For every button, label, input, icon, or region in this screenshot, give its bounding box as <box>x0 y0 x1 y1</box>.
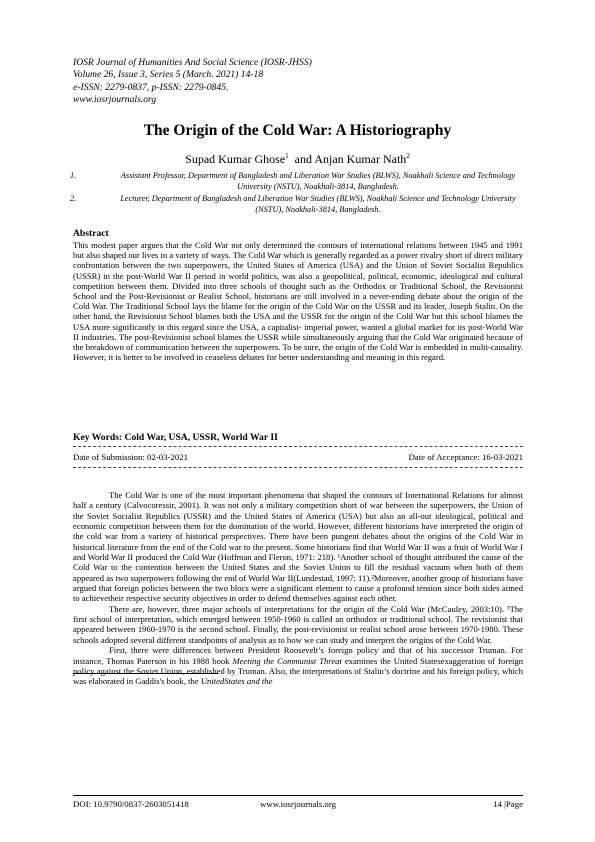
body-paragraph-3 <box>73 645 523 686</box>
body-paragraph-2: There are, however, three major schools of interpretations for the origin of the Cold War (McCauley, 2003:10). ³The first school of interpretation, which emerged between 1950-1960 is called an orthodox or traditional school. The revisionist that appeared between 1960-1970 is the second school. Finally, the post-revisionist or realist school arose between 1970-1980. These schools adopted several different standpoints of analysis as to how we can study and interpret the origins of the Cold War. <box>73 603 523 645</box>
keywords: Key Words: Cold War, USA, USSR, World War II <box>73 432 278 443</box>
acceptance-date: Date of Acceptance: 16-03-2021 <box>408 452 523 462</box>
page-footer <box>73 799 523 809</box>
affiliation-1-number: 1. <box>70 171 77 180</box>
book-title-1: Meeting the Communist Threat <box>232 655 342 666</box>
divider-top <box>73 446 523 447</box>
journal-name: IOSR Journal of Humanities And Social Science (IOSR-JHSS) <box>73 57 312 68</box>
author-1: Supad Kumar Ghose <box>185 152 286 166</box>
abstract-heading: Abstract <box>73 228 109 239</box>
abstract-text: This modest paper argues that the Cold War not only determined the contours of international relations between 1945 and 1991 but also shaped our lives in a variety of ways. The Cold War which is generally regarded as a power rivalry short of direct military confrontation between the two superpowers, the United States of America (USA) and the Union of Soviet Socialist Republics (USSR) in the post-World War II period in world politics, was also a geopolitical, political, economic, ideological and cultural competition between them. Divided into three schools of thought such as the Orthodox or Traditional School, the Revisionist School and the Post-Revisionist or Realist School, historians are still involved in a never-ending debate about the origin of the Cold War. The Traditional School lays the blame for the origin of the Cold War on the USSR and its leader, Joseph Stalin. On the other hand, the Revisionist School blames both the USA and the USSR for the origin of the Cold War but this school blames the USA more significantly in this regard since the USA, a capitalist- imperial power, wanted a global market for its post-World War II industries. The post-Revisionist school blames the USSR while simultaneously arguing that the Cold War originated because of the breakdown of communication between the superpowers. To be sure, the origin of the Cold War is embedded in multi-causality. However, it is better to be involved in ceaseless debates for better understanding and meaning in this regard. <box>73 240 523 363</box>
affiliation-1-text: Assistant Professor, Department of Bangladesh and Liberation War Studies (BLWS), Noakhali Science and Technology University (NSTU), Noakhali-3814, Bangladesh. <box>120 171 516 191</box>
author-2: Anjan Kumar Nath <box>314 152 407 166</box>
body-paragraph-1: The Cold War is one of the most important phenomena that shaped the contours of International Relations for almost half a century (Calvocoressir, 2001). It was not only a military competition short of war between the superpowers, the Union of the Soviet Socialist Republics (USSR) and the United States of America (USA) but also an all-out ideological, political and economic competition between them for the domination of the world. However, different historians have interpreted the origin of the cold war from a variety of historical perspectives. There have been pungent debates about the origins of the Cold War in historical literature from the end of the Cold war to the present. Some historians find that World War II was a fruit of World War I and World War II produced the Cold War (Hoffman and Fleron, 1971: 218). ¹Another school of thought attributed the cause of the Cold War to the contention between the United States and the Soviet Union to fill the residual vacuum when both of them appeared as two superpowers following the end of World War II(Lundestad, 1997: 11).²Moreover, another group of historians have argued that foreign policies between the two blocs were a significant element to cause a profound tension since both sides aimed to achievetheir respective security objectives in order to defend themselves against each other. <box>73 490 523 604</box>
affiliation-2 <box>70 193 530 215</box>
body-text <box>73 490 523 687</box>
affiliation-2-number: 2. <box>70 194 77 203</box>
journal-issn: e-ISSN: 2279-0837, p-ISSN: 2279-0845. <box>73 81 229 93</box>
paragraph-3-part-a: First, there were differences between President Roosevelt’s foreign policy and that of his successor Truman. For instance, Thomas Paterson in his 1988 book <box>73 645 523 666</box>
dates-row <box>73 452 523 462</box>
book-title-2: UnitedStates and the <box>200 676 273 687</box>
footer-rule <box>73 795 523 796</box>
footnote-rule <box>73 673 218 674</box>
paragraph-3-part-b: examines the United Statesexaggeration of foreign policy against the Soviet Union, established by Truman. Also, the interpretations of Stalin’s doctrine and his foreign policy, which was elaborated in Gaddis's book, the <box>73 655 524 687</box>
affiliation-1 <box>70 170 530 192</box>
paper-title: The Origin of the Cold War: A Historiography <box>143 122 452 139</box>
submission-date: Date of Submission: 02-03-2021 <box>73 452 189 462</box>
journal-site: www.iosrjournals.org <box>73 94 157 106</box>
author-line <box>0 152 595 167</box>
divider-bottom <box>73 467 523 468</box>
footer-doi: DOI: 10.9790/0837-2603051418 <box>73 799 189 809</box>
journal-header <box>73 57 312 107</box>
journal-volume: Volume 26, Issue 3, Series 5 (March. 2021) 14-18 <box>73 69 264 81</box>
author-1-sup: 1 <box>285 152 289 160</box>
author-joiner: and <box>294 152 312 166</box>
author-2-sup: 2 <box>406 152 410 160</box>
footer-site: www.iosrjournals.org <box>260 799 336 809</box>
footer-page: 14 |Page <box>493 799 523 809</box>
affiliation-2-text: Lecturer, Department of Bangladesh and Liberation War Studies (BLWS), Noakhali Science and Technology University (NSTU), Noakhali-3814, Bangladesh. <box>120 194 516 214</box>
